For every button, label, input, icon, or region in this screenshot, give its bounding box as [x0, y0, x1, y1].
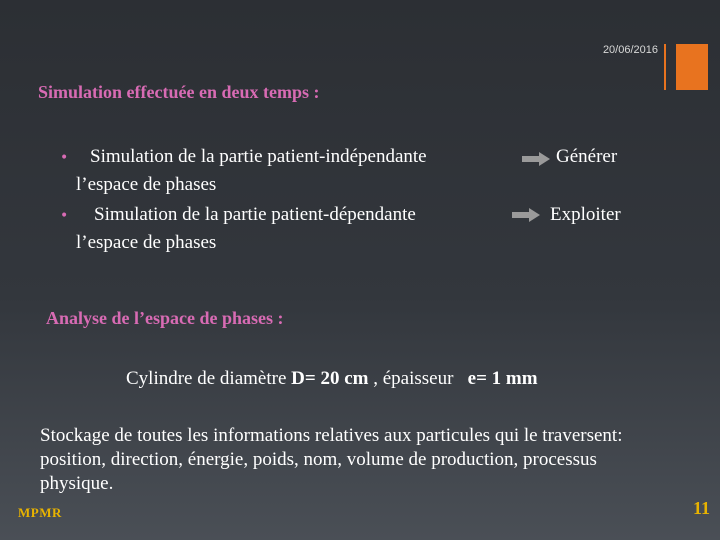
- cylinder-line: [126, 368, 538, 390]
- bullet-marker-2: •: [60, 208, 69, 224]
- date-label: 20/06/2016: [602, 44, 658, 56]
- right-arrow-icon: [512, 208, 540, 222]
- logo: MPMR: [18, 505, 62, 520]
- cylinder-diameter: D= 20 cm: [291, 368, 369, 389]
- heading-analyse: Analyse de l’espace de phases :: [46, 308, 284, 328]
- cylinder-middle: , épaisseur: [368, 368, 468, 389]
- storage-paragraph: Stockage de toutes les informations relatives aux particules qui le traversent: position, direction, énergie, poids, nom, volume de production, processus physique.: [40, 425, 623, 494]
- bullet-text-1: Simulation de la partie patient-indépendante: [90, 146, 427, 167]
- page-number: 11: [692, 498, 710, 518]
- cylinder-prefix: Cylindre de diamètre: [126, 368, 292, 389]
- bullet-result-1: Générer: [556, 146, 618, 167]
- bullet-text-2: Simulation de la partie patient-dépendante: [94, 204, 416, 225]
- right-arrow-icon: [522, 152, 550, 166]
- bullet-continuation-2: l’espace de phases: [76, 232, 217, 253]
- heading-simulation: Simulation effectuée en deux temps :: [38, 82, 320, 102]
- cylinder-thickness: e= 1 mm: [467, 368, 538, 389]
- bullet-marker-1: •: [60, 150, 69, 166]
- accent-bar-thin: [664, 44, 666, 90]
- bullet-result-2: Exploiter: [550, 204, 621, 225]
- bullet-continuation-1: l’espace de phases: [76, 174, 217, 195]
- accent-bar-thick: [676, 44, 708, 90]
